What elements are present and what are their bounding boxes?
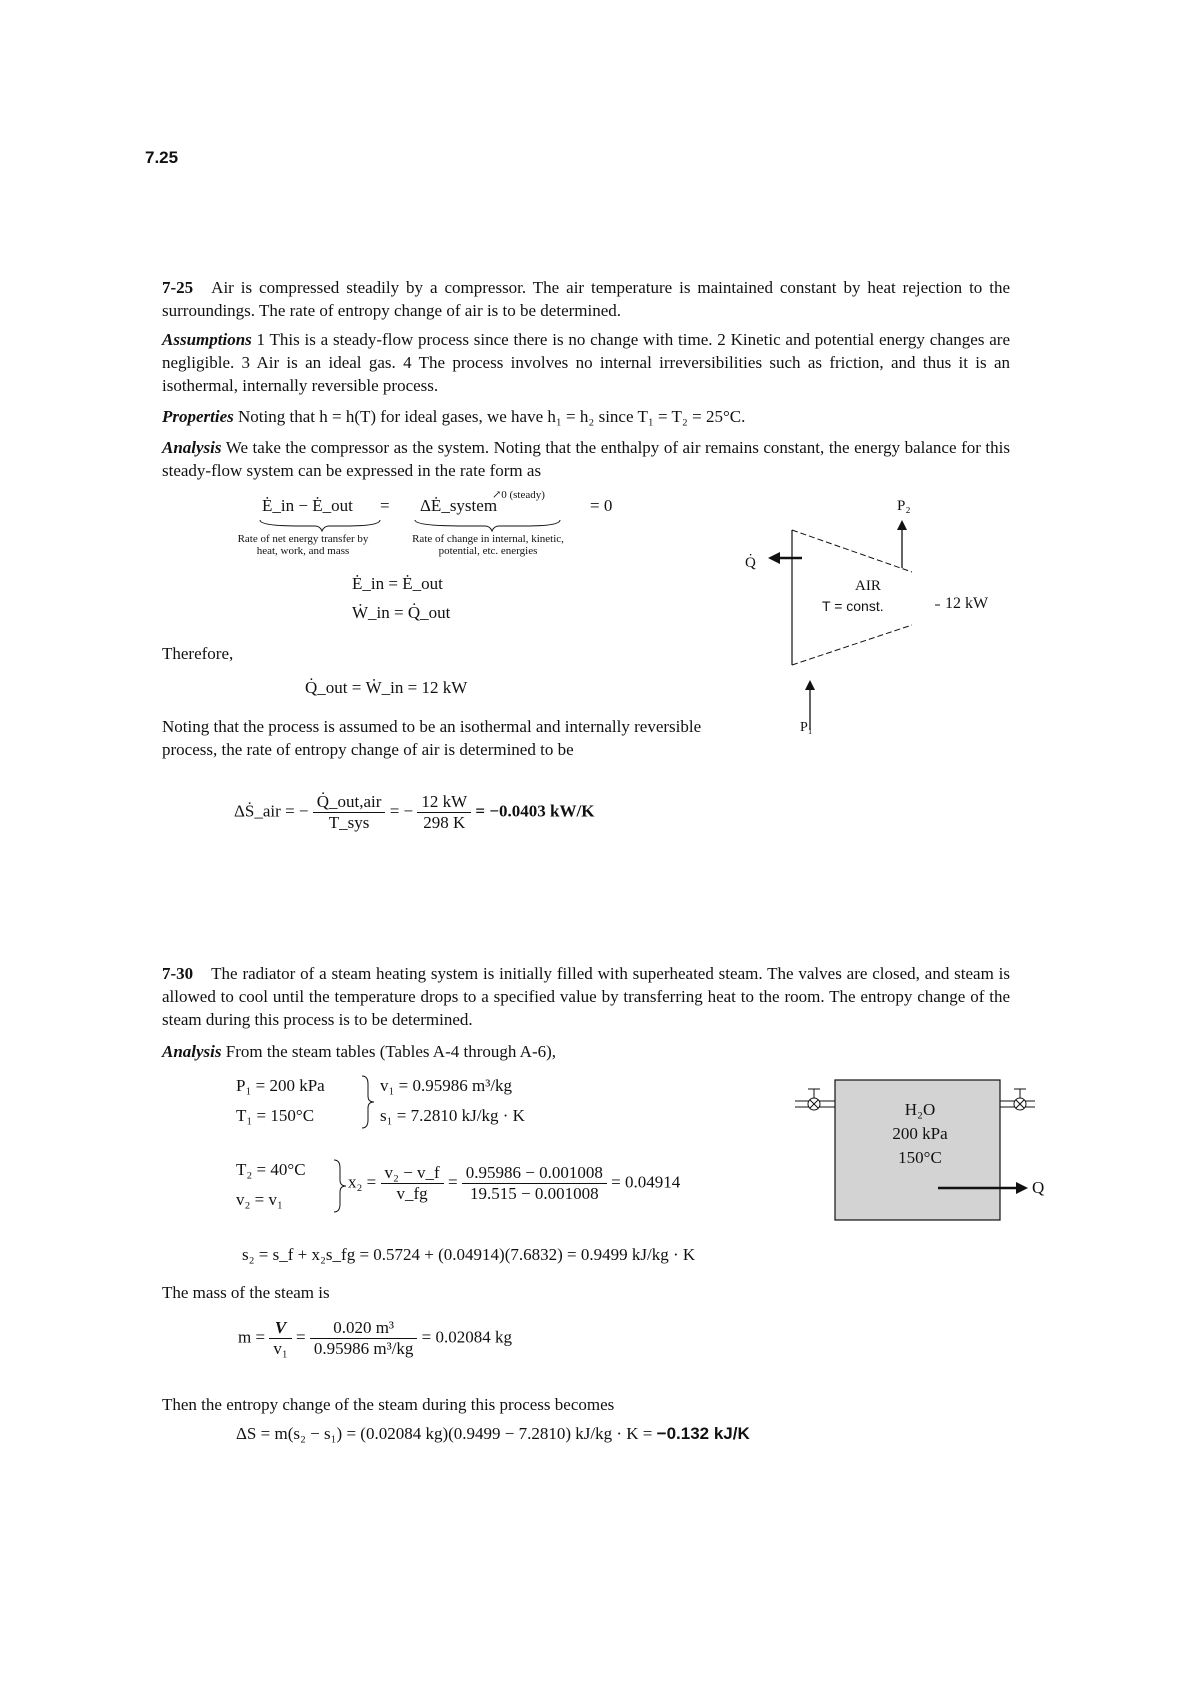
analysis-7-30 <box>162 1040 1010 1063</box>
p2-label: P₂ <box>897 498 911 514</box>
radiator-pressure: 200 kPa <box>892 1124 948 1143</box>
statement-text: The radiator of a steam heating system is initially filled with superheated steam. The valves are closed, and steam is allowed to cool until the temperature drops to a specified value by transferring heat to the room. The entropy change of the steam during this process is to be determined. <box>162 964 1010 1029</box>
brace-left-label: Rate of net energy transfer by heat, work, and mass <box>237 533 369 557</box>
x2-lhs: x₂ = <box>348 1172 377 1192</box>
analysis-label: Analysis <box>162 1042 222 1061</box>
analysis-label: Analysis <box>162 438 222 457</box>
state1-t: T₁ = 150°C <box>236 1106 315 1125</box>
ds-lhs: ΔṠ_air = − <box>234 801 309 821</box>
balance-mid: ΔĖ_system <box>420 496 498 515</box>
mass-text: The mass of the steam is <box>162 1283 330 1302</box>
balance-lhs: Ė_in − Ė_out <box>262 496 353 515</box>
balance-rhs: = 0 <box>590 496 613 515</box>
x2-equation <box>348 1163 680 1204</box>
analysis-text: From the steam tables (Tables A-4 through A-6), <box>225 1042 557 1061</box>
tconst-label: T = const. <box>822 598 884 614</box>
balance-braces <box>255 518 575 532</box>
ds-steam-equation <box>236 1424 750 1444</box>
state1-s: s₁ = 7.2810 kJ/kg · K <box>380 1106 525 1125</box>
ds-steam-lhs: ΔS = m(s₂ − s₁) = (0.02084 kg)(0.9499 − 7.2810) kJ/kg · K = <box>236 1424 657 1443</box>
ds-frac-2 <box>417 792 471 833</box>
air-label: AIR <box>855 578 881 594</box>
problem-7-25-statement <box>162 276 1010 322</box>
problem-7-30-statement <box>162 962 1010 1031</box>
assumptions-label: Assumptions <box>162 330 252 349</box>
mass-equation <box>238 1318 512 1359</box>
properties <box>162 405 1010 428</box>
ds-den2: 298 K <box>423 813 466 832</box>
eq-win-qout: Ẇ_in = Q̇_out <box>352 603 451 622</box>
x2-result: = 0.04914 <box>611 1172 681 1192</box>
ds-mid: = − <box>389 801 414 821</box>
page-number: 7.25 <box>145 148 179 167</box>
brace-right-label: Rate of change in internal, kinetic, potential, etc. energies <box>412 533 564 557</box>
analysis-7-25 <box>162 436 1010 482</box>
problem-number: 7-25 <box>162 278 194 297</box>
x2-den: v_fg <box>396 1184 428 1203</box>
m-frac-1 <box>269 1318 291 1359</box>
assumptions-text: 1 This is a steady-flow process since there is no change with time. 2 Kinetic and potential energy changes are negligible. 3 Air is an ideal gas. 4 The process involves no internal irreversibilities such as friction, and thus it is an isothermal, internally reversible process. <box>162 330 1010 395</box>
radiator-h2o: H₂O <box>904 1100 936 1119</box>
p1-label: P₁ <box>800 720 813 735</box>
ds-num1: Q̇_out,air <box>313 792 386 813</box>
x2-den2: 19.515 − 0.001008 <box>470 1184 599 1203</box>
state2-v: v₂ = v₁ <box>236 1190 283 1209</box>
x2-num: v₂ − v_f <box>381 1163 444 1184</box>
ds-air-equation <box>234 792 594 833</box>
compressor-diagram <box>740 490 1040 730</box>
m-lhs: m = <box>238 1327 266 1347</box>
m-den2: 0.95986 m³/kg <box>313 1339 414 1358</box>
radiator-temperature: 150°C <box>898 1148 942 1167</box>
ds-frac-1 <box>313 792 386 833</box>
m-result: = 0.02084 kg <box>421 1327 512 1347</box>
ds-den1: T_sys <box>328 813 370 832</box>
noting-text: Noting that the process is assumed to be an isothermal and internally reversible process, the rate of entropy change of air is determined to be <box>162 717 702 759</box>
therefore: Therefore, <box>162 644 234 663</box>
state2-t: T₂ = 40°C <box>236 1160 306 1179</box>
x2-num2: 0.95986 − 0.001008 <box>462 1163 607 1184</box>
state1-v: v₁ = 0.95986 m³/kg <box>380 1076 513 1095</box>
x2-frac-1 <box>381 1163 444 1204</box>
m-num1: V <box>269 1318 291 1339</box>
m-frac-2 <box>310 1318 418 1359</box>
analysis-text: We take the compressor as the system. Noting that the enthalpy of air remains constant, the energy balance for this steady-flow system can be expressed in the rate form as <box>162 438 1010 480</box>
ds-num2: 12 kW <box>417 792 471 813</box>
m-den1: v₁ <box>273 1339 288 1358</box>
state2-brace <box>330 1158 350 1214</box>
problem-number: 7-30 <box>162 964 194 983</box>
eq-ein-eout: Ė_in = Ė_out <box>352 574 443 593</box>
eq-qout: Q̇_out = Ẇ_in = 12 kW <box>305 678 468 697</box>
x2-frac-2 <box>462 1163 607 1204</box>
state1-brace <box>358 1074 378 1130</box>
state1-p: P₁ = 200 kPa <box>236 1076 325 1095</box>
radiator-q-label: Q <box>1032 1178 1045 1197</box>
ds-steam-result: −0.132 kJ/K <box>656 1424 750 1443</box>
properties-text: Noting that h = h(T) for ideal gases, we have h₁ = h₂ since T₁ = T₂ = 25°C. <box>238 407 746 426</box>
q-dot-label: Q̇ <box>745 555 756 571</box>
then-text: Then the entropy change of the steam during this process becomes <box>162 1395 615 1414</box>
statement-text: Air is compressed steadily by a compressor. The air temperature is maintained constant by heat rejection to the surroundings. The rate of entropy change of air is to be determined. <box>162 278 1010 320</box>
m-num2: 0.020 m³ <box>310 1318 418 1339</box>
balance-steady: ↗0 (steady) <box>492 489 545 501</box>
properties-label: Properties <box>162 407 234 426</box>
ds-result: = −0.0403 kW/K <box>475 801 595 821</box>
assumptions <box>162 328 1010 397</box>
s2-equation: s₂ = s_f + x₂s_fg = 0.5724 + (0.04914)(7.6832) = 0.9499 kJ/kg · K <box>242 1245 696 1264</box>
work-label: 12 kW <box>945 595 989 612</box>
m-eq: = <box>296 1327 306 1347</box>
balance-equals: = <box>380 496 390 515</box>
x2-eq: = <box>447 1172 458 1192</box>
